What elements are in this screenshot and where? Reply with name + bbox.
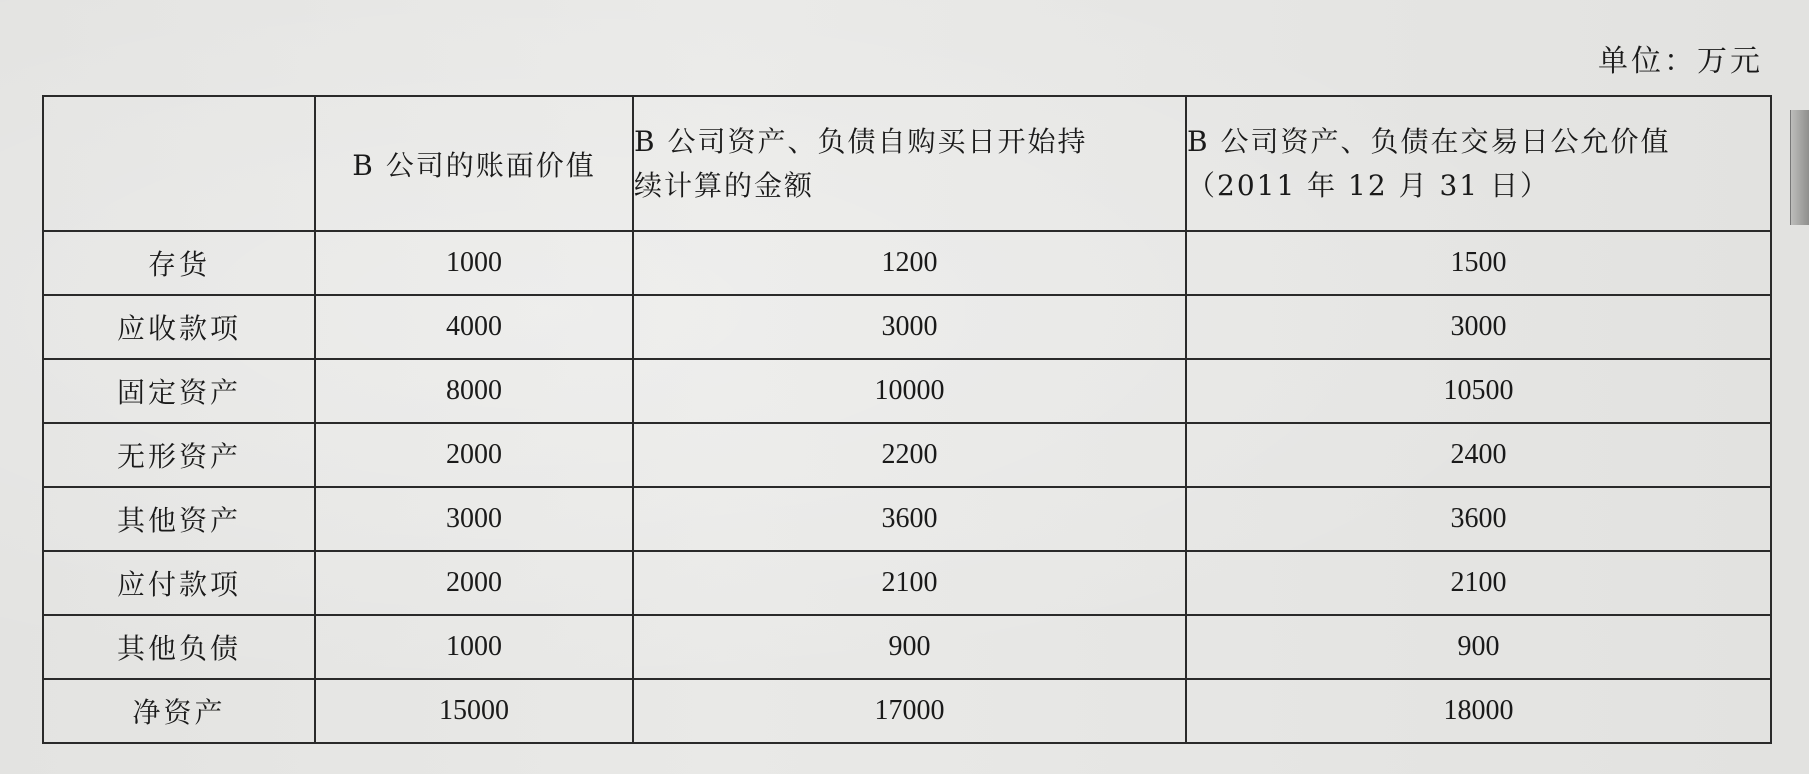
row-item-label: 存货 bbox=[43, 231, 315, 295]
row-fair-value: 2100 bbox=[1186, 551, 1771, 615]
header-continuous-amount bbox=[633, 96, 1186, 231]
row-book-value: 8000 bbox=[315, 359, 633, 423]
header-continuous-line-2: 续计算的金额 bbox=[634, 168, 815, 202]
row-item-label: 应付款项 bbox=[43, 551, 315, 615]
row-fair-value: 900 bbox=[1186, 615, 1771, 679]
header-fair-line-1: B 公司资产、负债在交易日公允价值 bbox=[1187, 124, 1671, 158]
row-fair-value: 2400 bbox=[1186, 423, 1771, 487]
row-book-value: 1000 bbox=[315, 615, 633, 679]
row-item-label: 其他资产 bbox=[43, 487, 315, 551]
row-fair-value: 1500 bbox=[1186, 231, 1771, 295]
row-book-value: 3000 bbox=[315, 487, 633, 551]
valuation-table bbox=[42, 95, 1772, 744]
header-item bbox=[43, 96, 315, 231]
table-row bbox=[43, 615, 1771, 679]
row-fair-value: 3600 bbox=[1186, 487, 1771, 551]
header-book-value: B 公司的账面价值 bbox=[315, 96, 633, 231]
row-book-value: 4000 bbox=[315, 295, 633, 359]
table-row bbox=[43, 295, 1771, 359]
row-fair-value: 10500 bbox=[1186, 359, 1771, 423]
row-continuous-amount: 3000 bbox=[633, 295, 1186, 359]
row-continuous-amount: 900 bbox=[633, 615, 1186, 679]
table-row bbox=[43, 231, 1771, 295]
row-item-label: 其他负债 bbox=[43, 615, 315, 679]
row-book-value: 2000 bbox=[315, 551, 633, 615]
row-continuous-amount: 3600 bbox=[633, 487, 1186, 551]
unit-label: 单位：万元 bbox=[1598, 44, 1763, 79]
row-item-label: 净资产 bbox=[43, 679, 315, 743]
row-continuous-amount: 1200 bbox=[633, 231, 1186, 295]
row-item-label: 应收款项 bbox=[43, 295, 315, 359]
row-continuous-amount: 10000 bbox=[633, 359, 1186, 423]
table-row bbox=[43, 679, 1771, 743]
table-row bbox=[43, 487, 1771, 551]
table-header-row bbox=[43, 96, 1771, 231]
row-book-value: 1000 bbox=[315, 231, 633, 295]
table-row bbox=[43, 551, 1771, 615]
row-book-value: 15000 bbox=[315, 679, 633, 743]
table-row bbox=[43, 423, 1771, 487]
table-row bbox=[43, 359, 1771, 423]
header-continuous-line-1: B 公司资产、负债自购买日开始持 bbox=[634, 124, 1088, 158]
row-fair-value: 18000 bbox=[1186, 679, 1771, 743]
row-book-value: 2000 bbox=[315, 423, 633, 487]
header-fair-line-2: （2011 年 12 月 31 日） bbox=[1187, 168, 1551, 202]
row-continuous-amount: 2200 bbox=[633, 423, 1186, 487]
header-fair-value bbox=[1186, 96, 1771, 231]
row-fair-value: 3000 bbox=[1186, 295, 1771, 359]
row-item-label: 无形资产 bbox=[43, 423, 315, 487]
row-continuous-amount: 17000 bbox=[633, 679, 1186, 743]
row-continuous-amount: 2100 bbox=[633, 551, 1186, 615]
row-item-label: 固定资产 bbox=[43, 359, 315, 423]
page-edge-tab bbox=[1790, 110, 1809, 225]
